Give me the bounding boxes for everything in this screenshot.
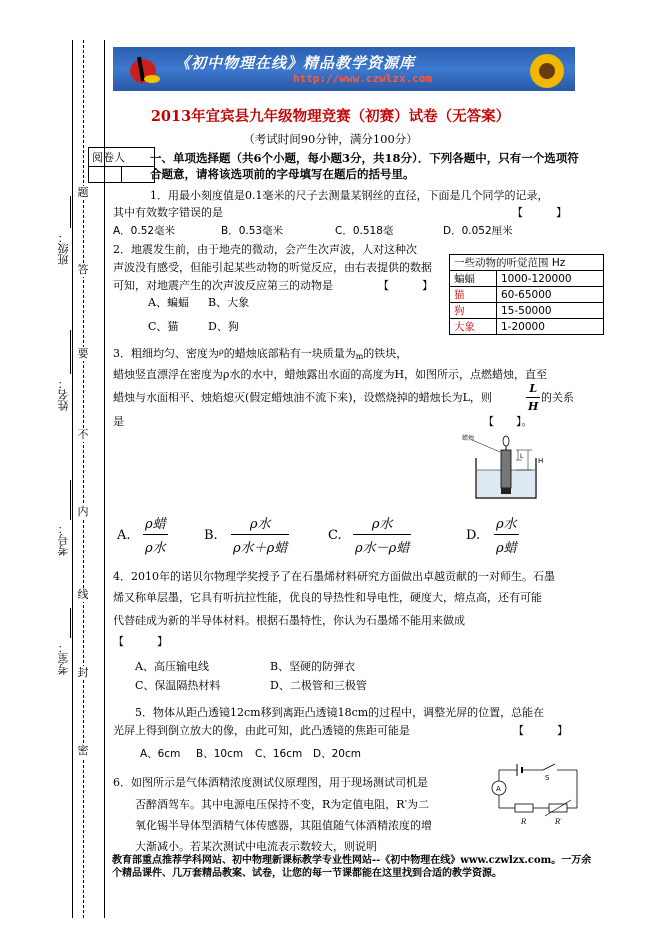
rho-symbol: ρ [219, 347, 224, 356]
exam-room-blank [70, 608, 71, 638]
exam-room-label: 考室： [57, 642, 70, 675]
q2-option: A、蝙蝠 [148, 296, 189, 309]
class-label: 班级： [57, 232, 70, 265]
sensor-label: R′ [555, 818, 562, 826]
l-over-h [526, 382, 540, 413]
section-heading: 一、单项选择题（共6个小题，每小题3分，共18分）．下列各题中，只有一个选项符合题意，请将该选项前的字母填写在题后的括号里。 [150, 151, 579, 181]
q1-answer-bracket: 【 】 [512, 206, 567, 219]
fraction-bar [143, 534, 168, 535]
m-symbol: m [355, 352, 364, 361]
binding-char: 题 [77, 186, 89, 199]
banner-url: http://www.czwlzx.com [293, 72, 433, 85]
footer [112, 854, 612, 880]
animal-cell: 狗 [450, 303, 497, 319]
binding-char: 答 [77, 263, 89, 276]
fig-l-label: L [520, 453, 524, 460]
fraction-den: ρ蜡 [496, 541, 517, 556]
q3-option-b [231, 513, 289, 556]
banner-title: 《初中物理在线》精品教学资源库 [175, 54, 416, 72]
fraction-num: ρ水 [496, 517, 517, 532]
q5-option: A、6cm [140, 748, 181, 760]
q2-option: B、大象 [208, 296, 250, 309]
ammeter-label: A [496, 785, 501, 793]
animal-cell: 大象 [450, 319, 497, 335]
h-symbol: H [528, 400, 539, 413]
q3-line: 蜡烛竖直漂浮在密度为ρ水的水中，蜡烛露出水面的高度为H，如图所示，点燃蜡烛，直至 [113, 368, 548, 381]
candle-label: 蜡烛 [462, 435, 475, 442]
q4-line: 烯又称单层墨，它具有听抗拉性能，优良的导热性和导电性，硬度大，熔点高，还有可能 [113, 591, 542, 604]
q4-answer-bracket: 【 】 [113, 635, 168, 648]
q2-option: C、猫 [148, 320, 179, 333]
range-cell: 15-50000 [497, 303, 604, 319]
q3-option-c [353, 513, 411, 556]
q3-line: 的关系 [541, 391, 574, 404]
reviewer-box [88, 147, 155, 183]
q2-line: 2．地震发生前，由于地壳的微动，会产生次声波，人对这种次 [113, 243, 417, 256]
binding-dashed-line [83, 40, 84, 918]
logo-icon [125, 51, 165, 87]
q2-option: D、狗 [208, 320, 239, 333]
fraction-num: ρ水 [249, 517, 271, 532]
q2-line: 可知，对地震产生的次声波反应第三的动物是 [113, 279, 333, 292]
hearing-range-table [449, 254, 604, 335]
exam-number-blank [70, 480, 71, 520]
q4-option: C、保温隔热材料 [135, 679, 221, 692]
range-cell: 1000-120000 [497, 271, 604, 287]
fraction-den: ρ水 [145, 541, 166, 556]
table-row [450, 319, 604, 335]
q3-text: 的蜡烛底部粘有一块质量为 [223, 347, 356, 360]
binding-char: 封 [77, 666, 89, 679]
fraction-den: ρ水＋ρ蜡 [233, 541, 288, 556]
binding-line-outer [72, 40, 73, 918]
class-blank [70, 196, 71, 228]
binding-char: 不 [77, 428, 89, 441]
q3-text: 的铁块， [363, 347, 408, 360]
binding-char: 密 [77, 744, 89, 757]
reviewer-label: 阅卷人 [89, 148, 155, 167]
q1-line: 1．用最小刻度值是0.1毫米的尺子去测量某钢丝的直径，下面是几个同学的记录， [150, 189, 549, 202]
resistor-label: R [521, 818, 527, 826]
l-symbol: L [529, 382, 538, 395]
q5-answer-bracket: 【 】 [513, 724, 568, 737]
candle-figure [462, 430, 552, 502]
range-cell: 1-20000 [497, 319, 604, 335]
q6-line: 大渐减小。若某次测试中电流表示数较大，则说明 [135, 840, 377, 853]
q2-line: 声波没有感受，但能引起某些动物的听觉反应，由右表提供的数据 [113, 261, 432, 274]
q3-line [113, 345, 407, 361]
resistor-icon [515, 804, 533, 812]
q4-option: D、二极管和三极管 [270, 679, 367, 692]
q3-option-letter: C. [328, 528, 342, 543]
binding-char: 线 [77, 588, 89, 601]
reviewer-cell[interactable] [89, 167, 122, 183]
q5-option: D、20cm [313, 748, 361, 760]
table-row [450, 287, 604, 303]
fraction-bar [231, 534, 289, 535]
q3-option-a [143, 513, 168, 556]
fraction-bar [353, 534, 411, 535]
q3-answer-bracket: 【 】。 [483, 415, 533, 428]
exam-subtitle: （考试时间90分钟，满分100分） [243, 132, 418, 146]
footer-line: 个精品课件、几万套精品教案、试卷，让您的每一节课都能在这里找到合适的教学资源。 [112, 868, 502, 879]
q3-option-letter: D. [466, 528, 481, 543]
exam-title: 2013年宜宾县九年级物理竞赛（初赛）试卷（无答案） [150, 108, 511, 125]
footer-line: 教育部重点推荐学科网站、初中物理新课标教学专业性网站--《初中物理在线》www.czwlzx.com。一万余 [112, 855, 592, 866]
sunflower-icon [523, 51, 569, 91]
name-label: 姓名： [57, 378, 70, 411]
q3-text: 3．粗细均匀、密度为 [113, 347, 219, 360]
q4-line: 4．2010年的诺贝尔物理学奖授予了在石墨烯材料研究方面做出卓越贡献的一对师生。石墨 [113, 570, 555, 583]
q2-answer-bracket: 【 】 [378, 279, 433, 292]
q1-option: C．0.518毫 [335, 225, 394, 237]
q4-line: 代替硅成为新的半导体材料。根据石墨特性，你认为石墨烯不能用来做成 [113, 614, 465, 627]
q3-line: 蜡烛与水面相平、烛焰熄灭(假定蜡烛油不流下来)，设燃烧掉的蜡烛长为L，则 [113, 391, 492, 404]
circuit-figure [487, 760, 587, 830]
table-row [450, 303, 604, 319]
range-cell: 60-65000 [497, 287, 604, 303]
table-header: 一些动物的听觉范围 Hz [450, 255, 604, 271]
q5-line: 5．物体从距凸透镜12cm移到离距凸透镜18cm的过程中，调整光屏的位置，总能在 [135, 706, 545, 719]
switch-label: S [545, 774, 550, 782]
q5-line: 光屏上得到倒立放大的像，由此可知，此凸透镜的焦距可能是 [113, 724, 410, 737]
animal-cell: 猫 [450, 287, 497, 303]
fraction-den: ρ水－ρ蜡 [355, 541, 410, 556]
name-blank [70, 330, 71, 374]
q1-option: B．0.53毫米 [221, 225, 284, 237]
q1-line: 其中有效数字错误的是 [113, 206, 223, 219]
fraction-num: ρ蜡 [145, 517, 166, 532]
q5-option: C、16cm [255, 748, 303, 760]
q6-line: 否醉酒驾车。其中电源电压保持不变，R为定值电阻，R′为二 [135, 798, 430, 811]
exam-number-label: 考号： [57, 523, 70, 556]
q1-option: D．0.052厘米 [443, 225, 513, 237]
q6-line: 氧化锡半导体型酒精气体传感器，其阻值随气体酒精浓度的增 [135, 819, 432, 832]
table-row [450, 271, 604, 287]
fraction-num: ρ水 [371, 517, 393, 532]
q6-line: 6．如图所示是气体酒精浓度测试仪原理图，用于现场测试司机是 [113, 776, 428, 789]
fig-h-label: H [538, 457, 544, 465]
q3-option-letter: A. [117, 528, 131, 543]
binding-char: 内 [77, 505, 89, 518]
header-banner [113, 47, 575, 91]
animal-cell: 蝙蝠 [450, 271, 497, 287]
q4-option: B、坚硬的防弹衣 [270, 660, 356, 673]
binding-char: 要 [77, 347, 89, 360]
q3-option-letter: B. [204, 528, 218, 543]
fraction-bar [494, 534, 519, 535]
q1-option: A．0.52毫米 [113, 225, 176, 237]
q5-option: B、10cm [196, 748, 244, 760]
q3-line: 是 [113, 415, 124, 428]
q4-option: A、高压输电线 [135, 660, 209, 673]
q3-option-d [494, 513, 519, 556]
fraction-bar [526, 397, 540, 398]
